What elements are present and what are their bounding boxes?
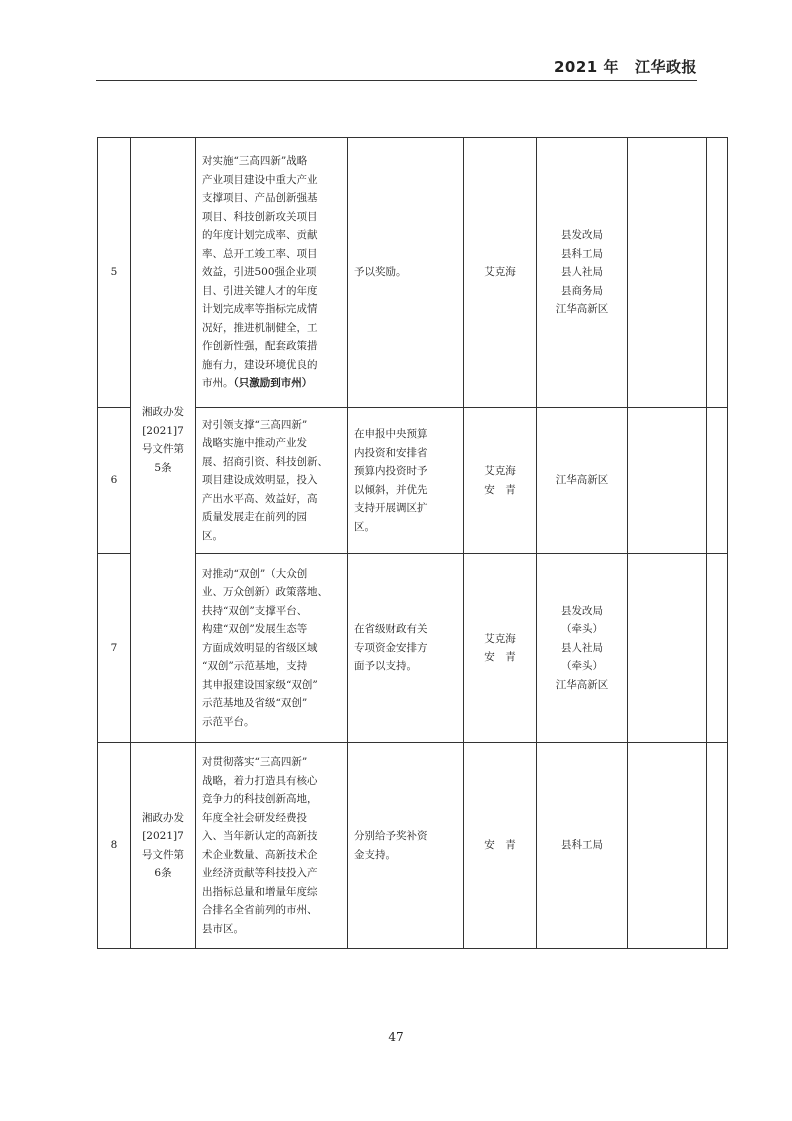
responsible-leader-cell — [464, 138, 537, 408]
header-text — [554, 56, 697, 77]
responsible-leader-cell — [464, 408, 537, 554]
cell-line — [202, 374, 341, 393]
cell-line: 项目、科技创新攻关项目 — [202, 210, 318, 223]
cell-line: “双创”示范基地，支持 — [202, 660, 308, 673]
cell-line: 方面成效明显的省级区域 — [202, 641, 318, 654]
page-number: 47 — [388, 1030, 404, 1044]
cell-line: 江华高新区 — [555, 303, 609, 316]
header-year: 2021 年 — [554, 58, 619, 76]
cell-line: 业经济贡献等科技投入产 — [202, 867, 318, 879]
empty-cell — [628, 138, 707, 408]
cell-line: 战略，着力打造具有核心 — [202, 774, 318, 787]
cell-line: 战略实施中推动产业发 — [202, 437, 307, 450]
empty-cell — [707, 743, 728, 949]
cell-line: 率、总开工竣工率、项目 — [202, 247, 318, 260]
cell-line: 县人社局 — [561, 266, 603, 279]
cell-line: 质量发展走在前列的园 — [202, 511, 307, 524]
cell-line: 面予以支持。 — [354, 660, 417, 673]
cell-line: 项目建设成效明显，投入 — [202, 474, 318, 487]
empty-cell — [707, 554, 728, 743]
cell-line: 金支持。 — [354, 848, 396, 861]
cell-line: 江华高新区 — [555, 474, 609, 487]
cell-line: 业、万众创新）政策落地、 — [202, 586, 328, 599]
cell-line: 安 青 — [484, 839, 516, 852]
row-number: 8 — [110, 839, 118, 852]
content-bold-note: （只激励到市州） — [233, 377, 313, 390]
cell-line: 术企业数量、高新技术企 — [202, 848, 318, 861]
policy-content-cell — [196, 138, 348, 408]
cell-line: 湘政办发 — [142, 811, 184, 824]
cell-line: 产出水平高、效益好，高 — [202, 492, 318, 505]
cell-line: 合排名全省前列的市州、 — [202, 904, 318, 916]
cell-line: 目、引进关键人才的年度 — [202, 284, 318, 297]
cell-line: 县发改局 — [561, 604, 603, 617]
row-number: 5 — [110, 266, 118, 279]
cell-line: 其申报建设国家级“双创” — [202, 678, 318, 691]
support-measure-cell — [348, 743, 464, 949]
empty-cell — [628, 743, 707, 949]
table-row — [98, 138, 728, 408]
cell-line: 县科工局 — [561, 247, 603, 260]
empty-cell — [707, 408, 728, 554]
policy-table — [97, 137, 728, 949]
cell-line: 县人社局 — [561, 641, 603, 654]
cell-line: 在申报中央预算 — [354, 428, 428, 440]
cell-line: 安 青 — [484, 651, 516, 663]
responsible-units-cell — [537, 743, 628, 949]
responsible-units-cell — [537, 554, 628, 743]
cell-line: （牵头） — [561, 623, 603, 636]
row-number-cell — [98, 743, 131, 949]
responsible-leader-cell — [464, 554, 537, 743]
support-measure-cell — [348, 408, 464, 554]
page-header — [96, 52, 697, 81]
cell-line: 对实施“三高四新”战略 — [202, 155, 308, 168]
cell-line: （牵头） — [561, 660, 603, 673]
cell-line: [2021]7 — [142, 424, 184, 437]
cell-line: 县发改局 — [561, 229, 603, 242]
responsible-units-cell — [537, 138, 628, 408]
cell-line: 6条 — [154, 867, 172, 879]
row-number: 7 — [110, 641, 118, 654]
table-row — [98, 743, 728, 949]
cell-line: 专项资金安排方 — [354, 641, 428, 654]
header-title: 江华政报 — [634, 58, 697, 76]
cell-line: 支撑项目、产品创新强基 — [202, 192, 318, 205]
cell-line: 出指标总量和增量年度综 — [202, 885, 318, 898]
cell-line: 县科工局 — [561, 839, 603, 852]
support-measure-cell — [348, 138, 464, 408]
cell-line: 年度全社会研发经费投 — [202, 811, 307, 824]
cell-line: 县市区。 — [202, 922, 244, 935]
cell-line: 对贯彻落实“三高四新” — [202, 756, 308, 768]
cell-line: 号文件第 — [142, 443, 184, 455]
policy-content-cell — [196, 554, 348, 743]
cell-line: 江华高新区 — [555, 678, 609, 691]
cell-line: 予以奖励。 — [354, 266, 407, 279]
cell-line: 湘政办发 — [142, 406, 184, 418]
cell-line: 示范基地及省级“双创” — [202, 697, 308, 710]
responsible-units-cell — [537, 408, 628, 554]
cell-line: 施有力，建设环境优良的 — [202, 358, 318, 371]
cell-line: 区。 — [354, 520, 375, 533]
row-number-cell — [98, 408, 131, 554]
cell-line: 支持开展调区扩 — [354, 502, 428, 514]
document-source-cell — [131, 138, 196, 743]
responsible-leader-cell — [464, 743, 537, 949]
empty-cell — [628, 554, 707, 743]
cell-line: 产业项目建设中重大产业 — [202, 173, 318, 186]
empty-cell — [628, 408, 707, 554]
cell-line: 效益，引进500强企业项 — [202, 266, 317, 279]
cell-line: 艾克海 — [484, 465, 516, 477]
empty-cell — [707, 138, 728, 408]
document-source-cell — [131, 743, 196, 949]
cell-line: 的年度计划完成率、贡献 — [202, 229, 318, 242]
row-number-cell — [98, 138, 131, 408]
cell-line: 入、当年新认定的高新技 — [202, 830, 318, 842]
cell-line: 5条 — [154, 461, 172, 474]
cell-line: 示范平台。 — [202, 715, 255, 728]
cell-line: 作创新性强，配套政策措 — [202, 340, 318, 353]
cell-line: [2021]7 — [142, 830, 184, 842]
cell-line: 构建“双创”发展生态等 — [202, 623, 308, 636]
policy-content-cell — [196, 743, 348, 949]
cell-line: 市州。 — [202, 377, 234, 390]
cell-line: 对推动“双创”（大众创 — [202, 567, 308, 580]
support-measure-cell — [348, 554, 464, 743]
cell-line: 县商务局 — [561, 284, 603, 297]
cell-line: 在省级财政有关 — [354, 623, 428, 636]
cell-line: 对引领支撑“三高四新” — [202, 418, 308, 431]
cell-line: 分别给予奖补资 — [354, 830, 428, 842]
policy-content-cell — [196, 408, 348, 554]
cell-line: 内投资和安排省 — [354, 446, 428, 459]
cell-line: 展、招商引资、科技创新、 — [202, 455, 328, 468]
cell-line: 号文件第 — [142, 848, 184, 861]
cell-line: 预算内投资时予 — [354, 465, 428, 477]
cell-line: 况好，推进机制健全，工 — [202, 321, 318, 334]
cell-line: 安 青 — [484, 483, 516, 496]
row-number-cell — [98, 554, 131, 743]
cell-line: 以倾斜，并优先 — [354, 483, 428, 496]
row-number: 6 — [110, 474, 118, 487]
cell-line: 计划完成率等指标完成情 — [202, 303, 318, 316]
cell-line: 艾克海 — [484, 266, 516, 279]
cell-line: 扶持“双创”支撑平台、 — [202, 604, 308, 617]
cell-line: 竞争力的科技创新高地， — [202, 793, 318, 805]
cell-line: 艾克海 — [484, 632, 516, 645]
cell-line: 区。 — [202, 529, 223, 542]
